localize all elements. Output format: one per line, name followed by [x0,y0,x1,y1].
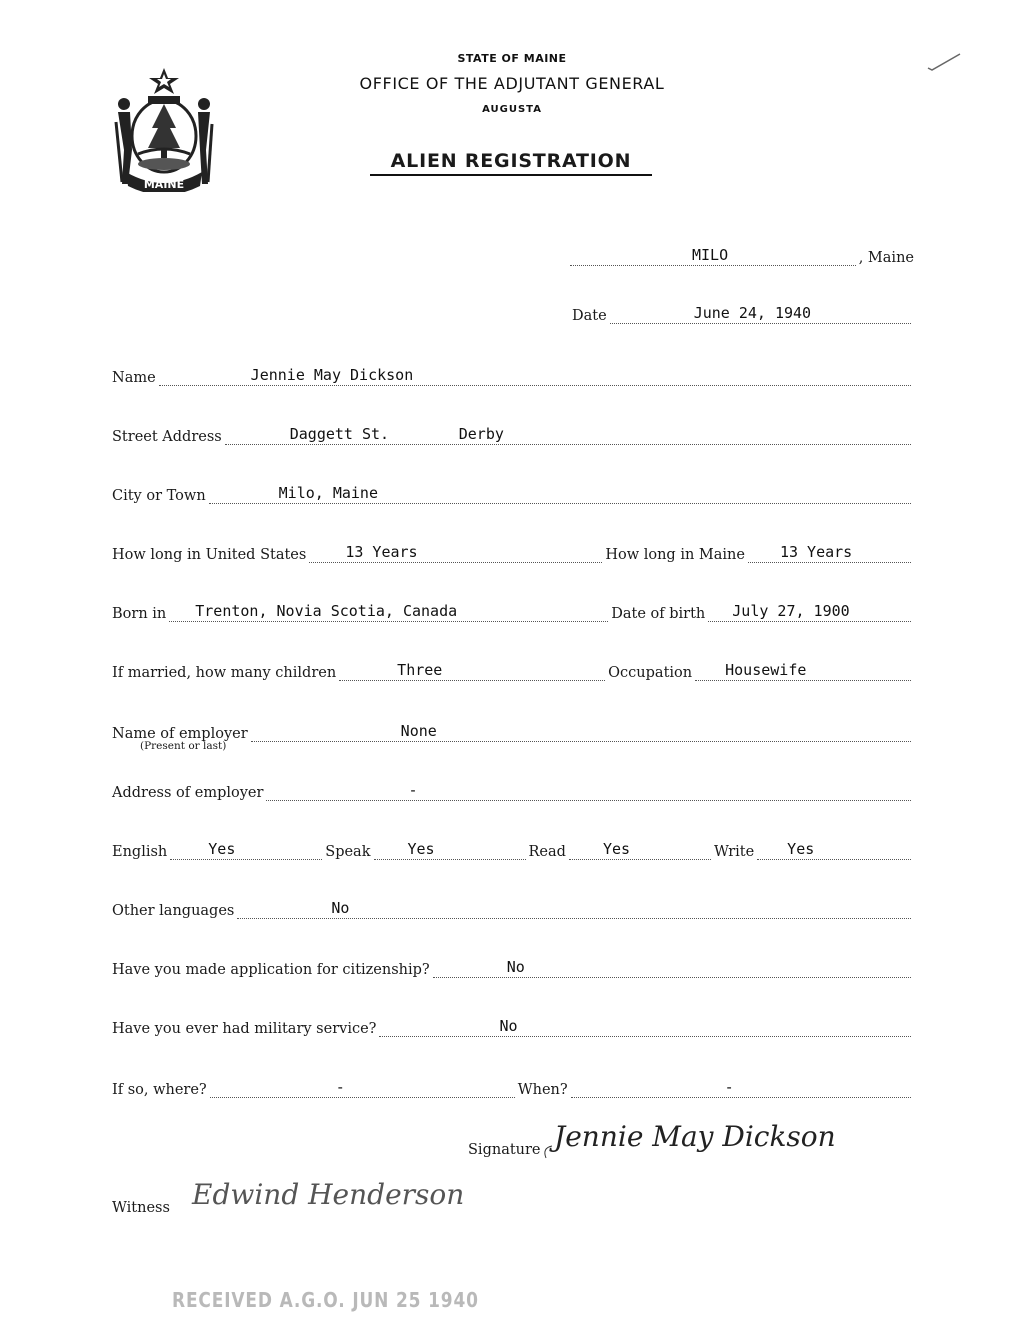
svg-text:Edwind Henderson: Edwind Henderson [192,1178,465,1211]
street-value: Daggett St. [289,425,390,443]
location-row [570,240,914,266]
military-row [112,1011,914,1037]
born-in-value: Trenton, Novia Scotia, Canada [195,602,458,620]
military-value: No [499,1017,518,1035]
occupation-field [695,658,911,681]
born-in-label: Born in [112,605,167,622]
employer-address-value: - [408,781,418,799]
city-heading: AUGUSTA [482,104,542,115]
when-label: When? [517,1081,568,1098]
citizenship-field [433,955,911,978]
years-us-field [309,540,602,563]
where-field [210,1075,515,1098]
born-in-field [169,599,608,622]
employer-sublabel: (Present or last) [140,740,227,752]
where-value: - [335,1078,345,1096]
city-row [112,478,914,504]
years-row [112,537,914,563]
date-row [572,298,914,324]
military-field [379,1014,911,1037]
state-heading: STATE OF MAINE [457,52,567,65]
street-value-2: Derby [458,425,504,443]
svg-text:MAINE: MAINE [143,178,185,191]
english-row [112,834,914,860]
other-languages-row [112,893,914,919]
read-value: Yes [602,840,631,858]
name-row [112,360,914,386]
children-row [112,655,914,681]
street-label: Street Address [112,428,222,445]
street-row [112,419,914,445]
speak-field [374,837,526,860]
occupation-label: Occupation [608,664,693,681]
born-row [112,596,914,622]
name-value: Jennie May Dickson [250,366,414,384]
location-suffix: , Maine [858,249,914,266]
other-languages-field [237,896,911,919]
city-field [209,481,911,504]
write-value: Yes [787,840,815,858]
name-field [159,363,911,386]
form-title: ALIEN REGISTRATION [370,150,652,176]
date-field [610,301,911,324]
employer-address-field [266,778,911,801]
children-label: If married, how many children [112,664,337,681]
citizenship-value: No [506,958,525,976]
date-value: June 24, 1940 [693,304,812,322]
when-field [571,1075,911,1098]
read-field [569,837,711,860]
write-field [757,837,911,860]
employer-address-row [112,775,914,801]
employer-label: Name of employer [112,725,248,742]
signature-row [468,1132,540,1158]
where-when-row [112,1072,914,1098]
location-value: MILO [692,246,729,264]
city-label: City or Town [112,487,206,504]
years-maine-field [748,540,911,563]
years-maine-value: 13 Years [779,543,853,561]
years-maine-label: How long in Maine [605,546,745,563]
speak-value: Yes [407,840,435,858]
children-value: Three [397,661,443,679]
employer-address-label: Address of employer [112,784,264,801]
signature-handwriting [540,1108,940,1168]
citizenship-label: Have you made application for citizenship? [112,961,430,978]
when-value: - [724,1078,734,1096]
employer-value: None [400,722,437,740]
speak-label: Speak [325,843,371,860]
signature-label: Signature [468,1141,541,1158]
street-field [225,422,911,445]
svg-text:Jennie May Dickson: Jennie May Dickson [554,1120,836,1153]
years-us-value: 13 Years [345,543,418,561]
date-label: Date [572,307,607,324]
office-heading: OFFICE OF THE ADJUTANT GENERAL [359,74,665,93]
read-label: Read [528,843,566,860]
witness-row [112,1190,174,1216]
city-value: Milo, Maine [278,484,378,502]
other-languages-label: Other languages [112,902,235,919]
children-field [339,658,605,681]
dob-field [708,599,911,622]
occupation-value: Housewife [725,661,807,679]
employer-field [251,719,911,742]
where-label: If so, where? [112,1081,207,1098]
years-us-label: How long in United States [112,546,307,563]
english-field [170,837,322,860]
witness-handwriting [176,1170,556,1216]
dob-value: July 27, 1900 [732,602,850,620]
other-languages-value: No [331,899,350,917]
employer-row [112,716,914,742]
english-value: Yes [208,840,236,858]
citizenship-row [112,952,914,978]
english-label: English [112,843,168,860]
witness-label: Witness [112,1199,170,1216]
received-stamp: RECEIVED A.G.O. JUN 25 1940 [172,1288,479,1312]
dob-label: Date of birth [611,605,706,622]
military-label: Have you ever had military service? [112,1020,377,1037]
write-label: Write [713,843,755,860]
name-label: Name [112,369,156,386]
location-field [570,243,856,266]
